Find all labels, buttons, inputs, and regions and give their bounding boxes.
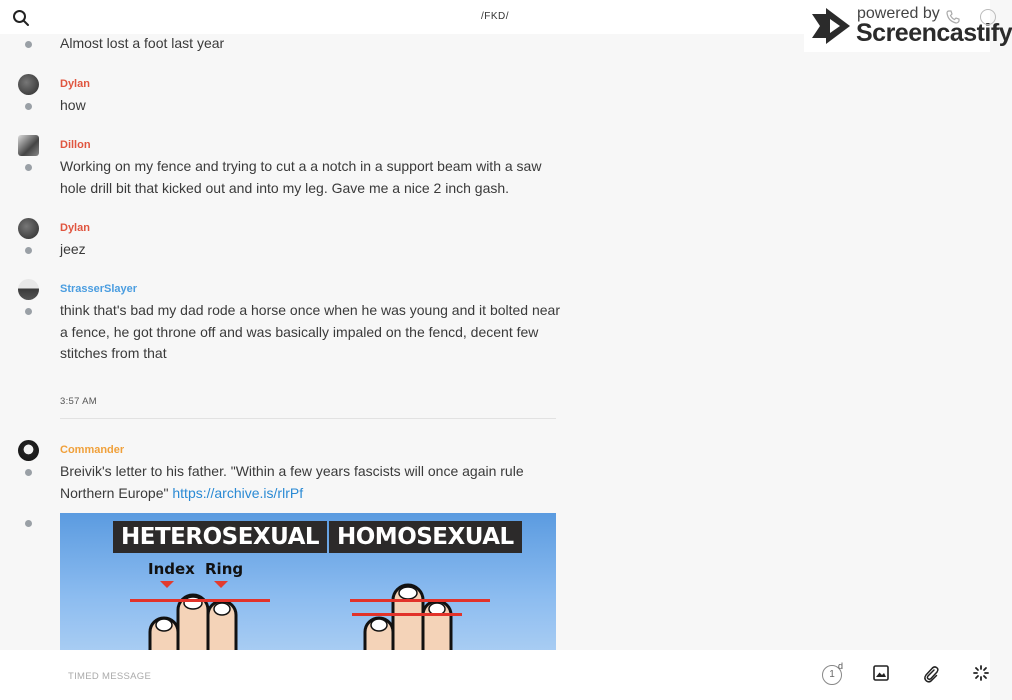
message-dot xyxy=(25,469,32,476)
watermark-brand: Screencastify xyxy=(856,19,1012,47)
message-text: think that's bad my dad rode a horse once when he was young and it bolted near a fence, he got throne off and was basically impaled on the fencd, decent few stitches from that xyxy=(60,302,561,361)
message-text xyxy=(60,461,560,504)
message-author[interactable]: Commander xyxy=(60,444,125,456)
message-text-body: Breivik's letter to his father. "Within a few years fascists will once again rule Northern Europe" xyxy=(60,463,524,501)
divider xyxy=(60,418,556,419)
message-author[interactable]: StrasserSlayer xyxy=(60,283,138,295)
timer-unit: d xyxy=(838,661,844,671)
attachment-ring-label: Ring xyxy=(205,560,244,578)
message-dot xyxy=(25,247,32,254)
timed-message-input[interactable]: TIMED MESSAGE xyxy=(68,671,152,682)
channel-title: /FKD/ xyxy=(480,11,510,22)
phone-icon[interactable] xyxy=(946,10,960,24)
message-text: Working on my fence and trying to cut a a notch in a support beam with a saw hole drill bit that kicked out and into my leg. Gave me a nice 2 inch gash. xyxy=(60,158,542,196)
message-dot xyxy=(25,520,32,527)
attachment-right-label: HOMOSEXUAL xyxy=(329,521,522,553)
loading-icon[interactable] xyxy=(973,665,989,681)
comparison-line xyxy=(352,613,462,616)
avatar[interactable] xyxy=(18,218,39,239)
comparison-line xyxy=(130,599,270,602)
info-icon[interactable] xyxy=(980,9,996,25)
image-icon[interactable] xyxy=(873,665,889,681)
message-text: how xyxy=(60,97,86,113)
image-attachment[interactable] xyxy=(60,513,556,653)
message-author[interactable]: Dylan xyxy=(60,78,90,90)
avatar[interactable] xyxy=(18,279,39,300)
avatar[interactable] xyxy=(18,440,39,461)
watermark-powered-by: powered by xyxy=(857,5,940,22)
message-dot xyxy=(25,164,32,171)
avatar[interactable] xyxy=(18,135,39,156)
message-dot xyxy=(25,41,32,48)
message-author[interactable]: Dylan xyxy=(60,222,90,234)
attachment-index-label: Index xyxy=(148,560,195,578)
message-author[interactable]: Dillon xyxy=(60,139,91,151)
comparison-line xyxy=(350,599,490,602)
message-feed xyxy=(0,34,990,650)
composer-bar xyxy=(0,650,990,700)
message-text: Almost lost a foot last year xyxy=(60,35,225,51)
hands-illustration xyxy=(60,513,556,653)
message-link[interactable]: https://archive.is/rlrPf xyxy=(172,484,304,501)
avatar[interactable] xyxy=(18,74,39,95)
message-timestamp: 3:57 AM xyxy=(60,396,97,407)
attachment-left-label: HETEROSEXUAL xyxy=(113,521,327,553)
timer-button[interactable]: 1 xyxy=(822,665,842,685)
message-text: jeez xyxy=(60,241,86,257)
paperclip-icon[interactable] xyxy=(923,665,939,683)
message-dot xyxy=(25,103,32,110)
message-dot xyxy=(25,308,32,315)
